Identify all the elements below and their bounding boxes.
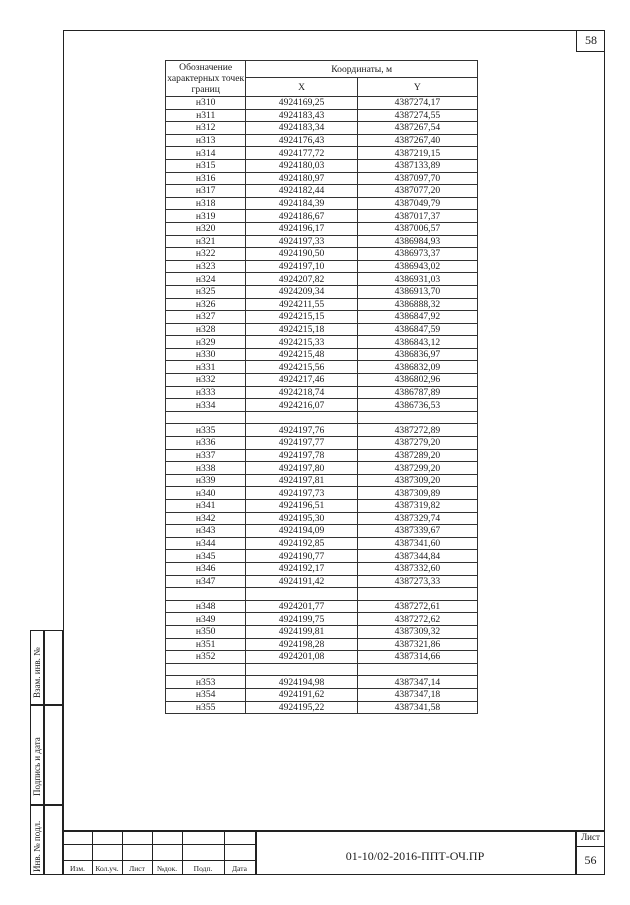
point-id-cell: н326 xyxy=(166,298,246,311)
table-row xyxy=(166,348,478,361)
x-coordinate-cell: 4924192,17 xyxy=(246,562,357,575)
x-coordinate-cell: 4924197,80 xyxy=(246,462,357,475)
point-id-cell: н349 xyxy=(166,613,246,626)
coordinates-table xyxy=(165,60,478,714)
y-coordinate-cell: 4387219,15 xyxy=(357,147,477,160)
table-row xyxy=(166,638,478,651)
x-coordinate-cell: 4924194,09 xyxy=(246,525,357,538)
x-coordinate-cell: 4924201,77 xyxy=(246,600,357,613)
y-coordinate-cell: 4387309,20 xyxy=(357,474,477,487)
stamp-list: Лист xyxy=(129,864,145,873)
y-coordinate-cell: 4387347,18 xyxy=(357,688,477,701)
point-id-cell xyxy=(166,411,246,424)
y-coordinate-cell: 4387289,20 xyxy=(357,449,477,462)
table-row xyxy=(166,273,478,286)
table-row xyxy=(166,525,478,538)
x-coordinate-cell: 4924194,98 xyxy=(246,676,357,689)
table-row xyxy=(166,222,478,235)
y-coordinate-cell: 4387319,82 xyxy=(357,500,477,513)
point-id-cell: н345 xyxy=(166,550,246,563)
side-label-inv-podl: Инв. № подл. xyxy=(32,820,42,872)
y-coordinate-cell: 4386832,09 xyxy=(357,361,477,374)
table-row xyxy=(166,613,478,626)
table-row xyxy=(166,424,478,437)
table-row xyxy=(166,109,478,122)
sheet-label: Лист xyxy=(581,832,600,842)
table-row xyxy=(166,411,478,424)
page-top-number: 58 xyxy=(576,30,605,52)
x-coordinate-cell: 4924177,72 xyxy=(246,147,357,160)
point-id-cell: н317 xyxy=(166,185,246,198)
table-row xyxy=(166,487,478,500)
y-coordinate-cell: 4386943,02 xyxy=(357,260,477,273)
x-coordinate-cell: 4924195,22 xyxy=(246,701,357,714)
x-coordinate-cell: 4924169,25 xyxy=(246,97,357,110)
table-row xyxy=(166,336,478,349)
side-cell-podpis-value xyxy=(44,705,63,805)
y-coordinate-cell: 4387274,17 xyxy=(357,97,477,110)
point-id-cell: н344 xyxy=(166,537,246,550)
table-row xyxy=(166,97,478,110)
stamp-ndok: №док. xyxy=(156,864,178,873)
table-row xyxy=(166,651,478,664)
point-id-cell: н338 xyxy=(166,462,246,475)
y-coordinate-cell: 4386843,12 xyxy=(357,336,477,349)
x-coordinate-cell: 4924197,76 xyxy=(246,424,357,437)
point-id-cell: н318 xyxy=(166,197,246,210)
point-id-cell: н327 xyxy=(166,311,246,324)
side-label-podpis: Подпись и дата xyxy=(32,737,42,796)
point-id-cell: н343 xyxy=(166,525,246,538)
point-id-cell: н321 xyxy=(166,235,246,248)
x-coordinate-cell: 4924211,55 xyxy=(246,298,357,311)
table-row xyxy=(166,688,478,701)
y-coordinate-cell: 4386973,37 xyxy=(357,248,477,261)
table-row xyxy=(166,374,478,387)
point-id-cell: н346 xyxy=(166,562,246,575)
point-id-cell: н310 xyxy=(166,97,246,110)
table-row xyxy=(166,197,478,210)
table-row xyxy=(166,625,478,638)
y-coordinate-cell: 4387097,70 xyxy=(357,172,477,185)
side-stamp xyxy=(30,630,63,875)
table-row xyxy=(166,298,478,311)
x-coordinate-cell: 4924209,34 xyxy=(246,285,357,298)
table-row xyxy=(166,663,478,676)
table-row xyxy=(166,172,478,185)
x-coordinate-cell: 4924197,73 xyxy=(246,487,357,500)
y-coordinate-cell: 4386802,96 xyxy=(357,374,477,387)
table-row xyxy=(166,588,478,601)
y-coordinate-cell: 4387344,84 xyxy=(357,550,477,563)
y-coordinate-cell: 4386984,93 xyxy=(357,235,477,248)
x-coordinate-cell: 4924180,97 xyxy=(246,172,357,185)
point-id-cell: н323 xyxy=(166,260,246,273)
point-id-cell: н348 xyxy=(166,600,246,613)
x-coordinate-cell: 4924180,03 xyxy=(246,159,357,172)
table-row xyxy=(166,235,478,248)
y-coordinate-cell: 4387332,60 xyxy=(357,562,477,575)
point-id-cell: н328 xyxy=(166,323,246,336)
y-coordinate-cell: 4387267,40 xyxy=(357,134,477,147)
point-id-cell: н331 xyxy=(166,361,246,374)
table-row xyxy=(166,361,478,374)
table-row xyxy=(166,575,478,588)
point-id-cell: н334 xyxy=(166,399,246,412)
point-id-cell: н353 xyxy=(166,676,246,689)
y-coordinate-cell: 4387049,79 xyxy=(357,197,477,210)
table-row xyxy=(166,449,478,462)
y-coordinate-cell: 4387314,66 xyxy=(357,651,477,664)
point-id-cell: н319 xyxy=(166,210,246,223)
table-row xyxy=(166,159,478,172)
table-row xyxy=(166,311,478,324)
table-row xyxy=(166,500,478,513)
x-coordinate-cell: 4924207,82 xyxy=(246,273,357,286)
x-coordinate-cell: 4924197,10 xyxy=(246,260,357,273)
table-row xyxy=(166,537,478,550)
table-row xyxy=(166,122,478,135)
point-id-cell: н333 xyxy=(166,386,246,399)
y-coordinate-cell: 4387347,14 xyxy=(357,676,477,689)
y-coordinate-cell: 4387341,60 xyxy=(357,537,477,550)
y-coordinate-cell: 4387339,67 xyxy=(357,525,477,538)
point-id-cell: н320 xyxy=(166,222,246,235)
table-row xyxy=(166,134,478,147)
y-coordinate-cell: 4387309,32 xyxy=(357,625,477,638)
x-coordinate-cell: 4924197,81 xyxy=(246,474,357,487)
table-row xyxy=(166,462,478,475)
x-coordinate-cell: 4924197,78 xyxy=(246,449,357,462)
y-coordinate-cell: 4387309,89 xyxy=(357,487,477,500)
y-coordinate-cell: 4386888,32 xyxy=(357,298,477,311)
point-id-cell: н314 xyxy=(166,147,246,160)
x-coordinate-cell: 4924215,18 xyxy=(246,323,357,336)
y-coordinate-cell: 4386787,89 xyxy=(357,386,477,399)
point-id-cell: н355 xyxy=(166,701,246,714)
y-coordinate-cell xyxy=(357,663,477,676)
table-row xyxy=(166,474,478,487)
point-id-cell: н316 xyxy=(166,172,246,185)
header-x: X xyxy=(246,78,357,97)
y-coordinate-cell: 4387267,54 xyxy=(357,122,477,135)
y-coordinate-cell xyxy=(357,588,477,601)
table-row xyxy=(166,562,478,575)
y-coordinate-cell: 4387272,62 xyxy=(357,613,477,626)
point-id-cell: н313 xyxy=(166,134,246,147)
point-id-cell: н329 xyxy=(166,336,246,349)
point-id-cell: н335 xyxy=(166,424,246,437)
y-coordinate-cell: 4386931,03 xyxy=(357,273,477,286)
point-id-cell xyxy=(166,663,246,676)
point-id-cell: н351 xyxy=(166,638,246,651)
point-id-cell: н337 xyxy=(166,449,246,462)
y-coordinate-cell: 4387274,55 xyxy=(357,109,477,122)
stamp-kol-uch: Кол.уч. xyxy=(95,864,119,873)
x-coordinate-cell: 4924198,28 xyxy=(246,638,357,651)
x-coordinate-cell: 4924186,67 xyxy=(246,210,357,223)
point-id-cell: н332 xyxy=(166,374,246,387)
x-coordinate-cell: 4924217,46 xyxy=(246,374,357,387)
x-coordinate-cell: 4924197,33 xyxy=(246,235,357,248)
point-id-cell: н315 xyxy=(166,159,246,172)
x-coordinate-cell: 4924195,30 xyxy=(246,512,357,525)
header-y: Y xyxy=(357,78,477,97)
point-id-cell: н347 xyxy=(166,575,246,588)
table-row xyxy=(166,260,478,273)
document-code: 01-10/02-2016-ППТ-ОЧ.ПР xyxy=(345,849,485,863)
x-coordinate-cell: 4924176,43 xyxy=(246,134,357,147)
y-coordinate-cell: 4387017,37 xyxy=(357,210,477,223)
side-cell-vzam-value xyxy=(44,630,63,705)
header-coordinates: Координаты, м xyxy=(246,61,478,78)
table-row xyxy=(166,248,478,261)
x-coordinate-cell: 4924183,43 xyxy=(246,109,357,122)
point-id-cell: н350 xyxy=(166,625,246,638)
x-coordinate-cell: 4924182,44 xyxy=(246,185,357,198)
y-coordinate-cell: 4387077,20 xyxy=(357,185,477,198)
y-coordinate-cell: 4387279,20 xyxy=(357,437,477,450)
x-coordinate-cell: 4924196,51 xyxy=(246,500,357,513)
point-id-cell xyxy=(166,588,246,601)
point-id-cell: н352 xyxy=(166,651,246,664)
x-coordinate-cell: 4924201,08 xyxy=(246,651,357,664)
side-label-vzam: Взам. инв. № xyxy=(32,647,42,698)
x-coordinate-cell: 4924197,77 xyxy=(246,437,357,450)
x-coordinate-cell xyxy=(246,588,357,601)
table-row xyxy=(166,676,478,689)
y-coordinate-cell: 4387273,33 xyxy=(357,575,477,588)
x-coordinate-cell: 4924216,07 xyxy=(246,399,357,412)
header-point-designation: Обозначение характерных точек границ xyxy=(167,62,245,95)
point-id-cell: н324 xyxy=(166,273,246,286)
table-row xyxy=(166,147,478,160)
x-coordinate-cell: 4924191,42 xyxy=(246,575,357,588)
x-coordinate-cell: 4924199,81 xyxy=(246,625,357,638)
x-coordinate-cell: 4924215,15 xyxy=(246,311,357,324)
point-id-cell: н312 xyxy=(166,122,246,135)
table-row xyxy=(166,399,478,412)
point-id-cell: н330 xyxy=(166,348,246,361)
x-coordinate-cell: 4924190,77 xyxy=(246,550,357,563)
point-id-cell: н311 xyxy=(166,109,246,122)
table-row xyxy=(166,512,478,525)
x-coordinate-cell xyxy=(246,663,357,676)
x-coordinate-cell: 4924196,17 xyxy=(246,222,357,235)
y-coordinate-cell: 4386847,92 xyxy=(357,311,477,324)
point-id-cell: н342 xyxy=(166,512,246,525)
y-coordinate-cell: 4387133,89 xyxy=(357,159,477,172)
y-coordinate-cell: 4387272,61 xyxy=(357,600,477,613)
point-id-cell: н354 xyxy=(166,688,246,701)
point-id-cell: н339 xyxy=(166,474,246,487)
table-row xyxy=(166,210,478,223)
coordinates-table-body xyxy=(166,97,478,714)
table-row xyxy=(166,386,478,399)
stamp-data: Дата xyxy=(232,864,247,873)
y-coordinate-cell: 4387341,58 xyxy=(357,701,477,714)
y-coordinate-cell: 4386913,70 xyxy=(357,285,477,298)
table-row xyxy=(166,701,478,714)
x-coordinate-cell: 4924218,74 xyxy=(246,386,357,399)
x-coordinate-cell: 4924183,34 xyxy=(246,122,357,135)
stamp-izm: Изм. xyxy=(70,864,85,873)
y-coordinate-cell: 4386836,97 xyxy=(357,348,477,361)
x-coordinate-cell: 4924215,56 xyxy=(246,361,357,374)
table-row xyxy=(166,600,478,613)
side-cell-inv-value xyxy=(44,805,63,875)
x-coordinate-cell xyxy=(246,411,357,424)
x-coordinate-cell: 4924199,75 xyxy=(246,613,357,626)
y-coordinate-cell: 4387272,89 xyxy=(357,424,477,437)
x-coordinate-cell: 4924184,39 xyxy=(246,197,357,210)
y-coordinate-cell: 4387321,86 xyxy=(357,638,477,651)
table-row xyxy=(166,285,478,298)
x-coordinate-cell: 4924215,33 xyxy=(246,336,357,349)
point-id-cell: н336 xyxy=(166,437,246,450)
sheet-number: 56 xyxy=(584,853,597,867)
stamp-podp: Подп. xyxy=(193,864,213,873)
point-id-cell: н340 xyxy=(166,487,246,500)
point-id-cell: н325 xyxy=(166,285,246,298)
x-coordinate-cell: 4924192,85 xyxy=(246,537,357,550)
y-coordinate-cell xyxy=(357,411,477,424)
point-id-cell: н322 xyxy=(166,248,246,261)
table-row xyxy=(166,323,478,336)
y-coordinate-cell: 4387329,74 xyxy=(357,512,477,525)
y-coordinate-cell: 4387006,57 xyxy=(357,222,477,235)
table-row xyxy=(166,550,478,563)
x-coordinate-cell: 4924190,50 xyxy=(246,248,357,261)
point-id-cell: н341 xyxy=(166,500,246,513)
x-coordinate-cell: 4924215,48 xyxy=(246,348,357,361)
y-coordinate-cell: 4387299,20 xyxy=(357,462,477,475)
y-coordinate-cell: 4386736,53 xyxy=(357,399,477,412)
x-coordinate-cell: 4924191,62 xyxy=(246,688,357,701)
y-coordinate-cell: 4386847,59 xyxy=(357,323,477,336)
table-row xyxy=(166,185,478,198)
table-row xyxy=(166,437,478,450)
